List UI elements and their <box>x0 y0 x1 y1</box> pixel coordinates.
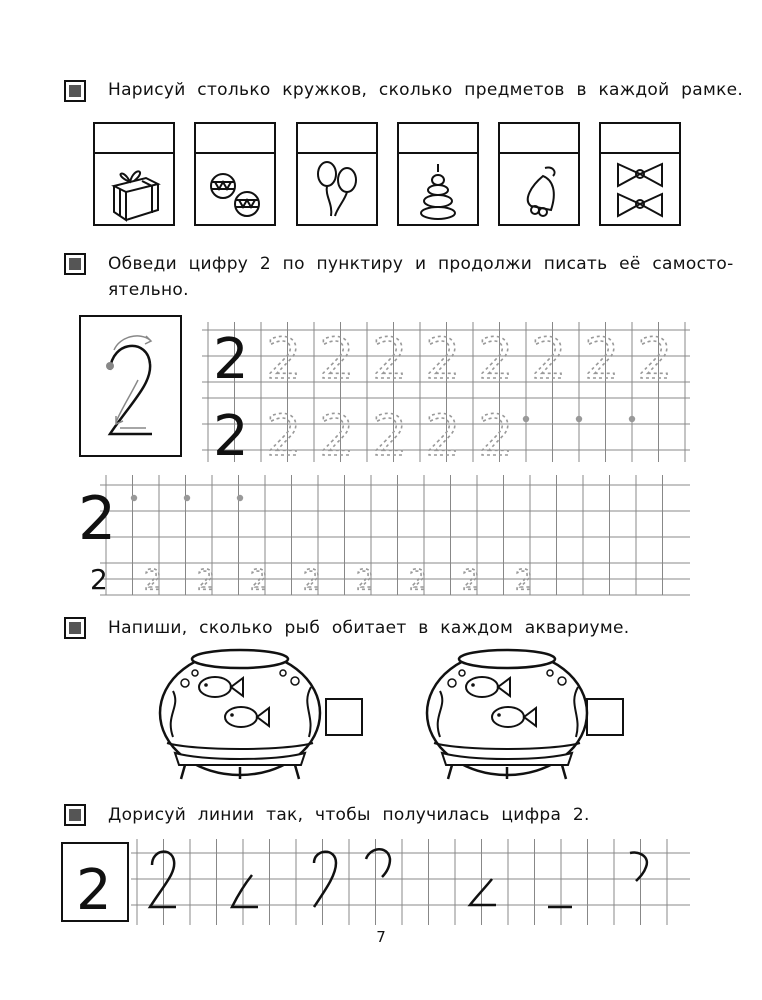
page-number: 7 <box>376 928 386 946</box>
balloon-icon <box>307 158 367 224</box>
pyramid-toy-icon <box>408 158 468 224</box>
partial-digit <box>232 875 258 907</box>
picture-frame <box>296 122 378 226</box>
digit-sample: 2 <box>78 484 117 554</box>
fish-eye <box>230 713 234 717</box>
picture-frame <box>498 122 580 226</box>
digit-trace: 2 <box>372 327 408 392</box>
task-2-instruction-line2: ятельно. <box>108 280 189 300</box>
fish <box>225 707 257 727</box>
task-marker <box>64 80 86 102</box>
start-dot <box>523 416 529 422</box>
aquarium-1 <box>155 645 325 785</box>
picture-frame <box>194 122 276 226</box>
digit-trace: 2 <box>266 404 302 469</box>
digit-trace: 2 <box>356 563 374 596</box>
start-dot <box>131 495 137 501</box>
bow-icon <box>608 158 672 226</box>
task-marker <box>64 617 86 639</box>
answer-cell[interactable] <box>500 124 578 154</box>
partial-digit <box>470 879 496 905</box>
aquarium-2 <box>422 645 592 785</box>
digit-sample: 2 <box>76 858 112 923</box>
ball-icon <box>203 158 267 224</box>
digit-trace: 2 <box>584 327 620 392</box>
task-marker <box>64 804 86 826</box>
digit-trace: 2 <box>425 327 461 392</box>
picture-frame <box>397 122 479 226</box>
digit-sample: 2 <box>213 327 249 392</box>
answer-cell[interactable] <box>399 124 477 154</box>
digit-sample: 2 <box>213 404 249 469</box>
digit-trace: 2 <box>409 563 427 596</box>
gift-icon <box>104 158 164 224</box>
start-dot <box>237 495 243 501</box>
copybook-grid-lower[interactable] <box>0 455 762 605</box>
fish-count-answer-box[interactable] <box>325 698 363 736</box>
bowl-rim <box>192 650 288 668</box>
digit-trace: 2 <box>515 563 533 596</box>
digit-trace: 2 <box>250 563 268 596</box>
answer-cell[interactable] <box>196 124 274 154</box>
task-1-instruction: Нарисуй столько кружков, сколько предметов в каждой рамке. <box>108 80 744 100</box>
answer-cell[interactable] <box>95 124 173 154</box>
digit-trace: 2 <box>319 404 355 469</box>
fish-count-answer-box[interactable] <box>586 698 624 736</box>
task-3-instruction: Напиши, сколько рыб обитает в каждом аквариуме. <box>108 618 630 638</box>
digit-trace: 2 <box>462 563 480 596</box>
answer-cell[interactable] <box>298 124 376 154</box>
task-marker <box>64 253 86 275</box>
digit-trace: 2 <box>266 327 302 392</box>
answer-cell[interactable] <box>601 124 679 154</box>
digit-trace: 2 <box>144 563 162 596</box>
digit-trace: 2 <box>372 404 408 469</box>
digit-trace: 2 <box>303 563 321 596</box>
digit-trace: 2 <box>531 327 567 392</box>
start-dot <box>184 495 190 501</box>
fish <box>492 707 524 727</box>
digit-trace: 2 <box>425 404 461 469</box>
digit-trace: 2 <box>478 327 514 392</box>
bowl-rim <box>459 650 555 668</box>
digit-trace: 2 <box>197 563 215 596</box>
partial-digit <box>630 853 647 881</box>
digit-sample: 2 <box>90 563 108 596</box>
fish <box>199 677 231 697</box>
fish-eye <box>204 683 208 687</box>
task-4-instruction: Дорисуй линии так, чтобы получилась цифра 2. <box>108 805 590 825</box>
digit-trace: 2 <box>637 327 673 392</box>
start-dot <box>576 416 582 422</box>
digit-trace: 2 <box>478 404 514 469</box>
fish-eye <box>497 713 501 717</box>
completion-grid[interactable] <box>0 835 762 925</box>
bell-icon <box>509 158 569 224</box>
picture-frame <box>93 122 175 226</box>
digit-trace: 2 <box>319 327 355 392</box>
start-dot <box>629 416 635 422</box>
fish <box>466 677 498 697</box>
task-2-instruction-line1: Обведи цифру 2 по пунктиру и продолжи писать её самосто- <box>108 254 734 274</box>
picture-frame <box>599 122 681 226</box>
fish-eye <box>471 683 475 687</box>
